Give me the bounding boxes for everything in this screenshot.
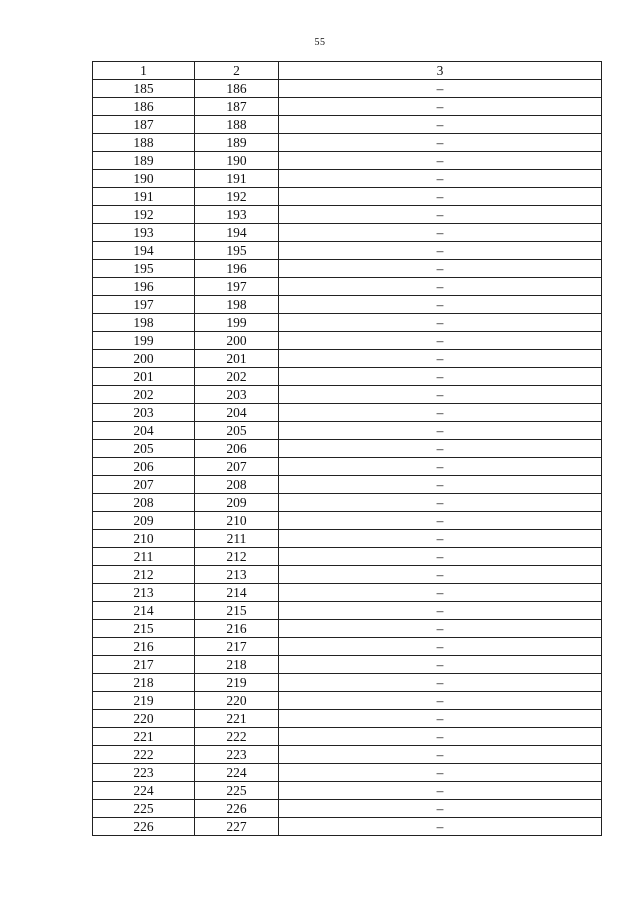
table-row [93,80,602,98]
table-cell-col3: – [279,170,602,188]
table-cell-col1: 226 [93,818,195,836]
table-cell-col2: 201 [195,350,279,368]
table-cell-col1: 197 [93,296,195,314]
table-cell-col3: – [279,224,602,242]
table-cell-col2: 219 [195,674,279,692]
table-cell-col1: 206 [93,458,195,476]
table-row [93,710,602,728]
table-row [93,116,602,134]
table-cell-col1: 199 [93,332,195,350]
table-row [93,530,602,548]
table-row [93,548,602,566]
table-cell-col1: 189 [93,152,195,170]
table-cell-col1: 186 [93,98,195,116]
table-cell-col1: 208 [93,494,195,512]
table-cell-col2: 226 [195,800,279,818]
table-cell-col3: – [279,566,602,584]
table-cell-col2: 192 [195,188,279,206]
table-row [93,764,602,782]
table-cell-col2: 197 [195,278,279,296]
table-row [93,368,602,386]
table-cell-col2: 213 [195,566,279,584]
table-row [93,422,602,440]
table-cell-col2: 193 [195,206,279,224]
table-cell-col3: – [279,278,602,296]
table-cell-col3: – [279,296,602,314]
table-cell-col1: 220 [93,710,195,728]
table-row [93,278,602,296]
table-cell-col1: 190 [93,170,195,188]
table-cell-col3: – [279,602,602,620]
table-row [93,782,602,800]
table-cell-col2: 199 [195,314,279,332]
table-cell-col1: 219 [93,692,195,710]
table-cell-col3: – [279,476,602,494]
table-cell-col1: 221 [93,728,195,746]
table-row [93,584,602,602]
table-cell-col3: – [279,368,602,386]
table-cell-col3: – [279,800,602,818]
table-row [93,800,602,818]
table-row [93,656,602,674]
table-cell-col2: 206 [195,440,279,458]
table-cell-col1: 205 [93,440,195,458]
table-cell-col2: 190 [195,152,279,170]
column-header-1: 1 [93,62,195,80]
table-row [93,440,602,458]
table-cell-col3: – [279,692,602,710]
table-cell-col1: 203 [93,404,195,422]
table-row [93,98,602,116]
table-cell-col1: 213 [93,584,195,602]
table-cell-col3: – [279,818,602,836]
table-cell-col2: 205 [195,422,279,440]
table-cell-col3: – [279,80,602,98]
table-cell-col2: 208 [195,476,279,494]
table-cell-col2: 224 [195,764,279,782]
table-cell-col3: – [279,656,602,674]
table-cell-col1: 187 [93,116,195,134]
table-cell-col2: 212 [195,548,279,566]
table-cell-col1: 224 [93,782,195,800]
table-cell-col2: 207 [195,458,279,476]
table-cell-col1: 215 [93,620,195,638]
table-cell-col2: 198 [195,296,279,314]
table-row [93,566,602,584]
table-cell-col2: 186 [195,80,279,98]
table-cell-col3: – [279,422,602,440]
table-row [93,458,602,476]
table-cell-col2: 221 [195,710,279,728]
table-row [93,332,602,350]
column-header-2: 2 [195,62,279,80]
table-row [93,188,602,206]
table-cell-col2: 196 [195,260,279,278]
table-row [93,296,602,314]
table-row [93,350,602,368]
table-cell-col2: 200 [195,332,279,350]
table-cell-col2: 223 [195,746,279,764]
table-cell-col3: – [279,188,602,206]
table-row [93,206,602,224]
table-cell-col3: – [279,638,602,656]
header-row [93,62,602,80]
table-cell-col1: 198 [93,314,195,332]
table-cell-col1: 185 [93,80,195,98]
table-cell-col3: – [279,782,602,800]
table-cell-col3: – [279,746,602,764]
table-cell-col2: 218 [195,656,279,674]
table-cell-col1: 195 [93,260,195,278]
table-cell-col1: 222 [93,746,195,764]
table-row [93,818,602,836]
table-row [93,746,602,764]
table-cell-col1: 194 [93,242,195,260]
page-number: 55 [314,37,326,48]
table-cell-col3: – [279,98,602,116]
table-cell-col3: – [279,242,602,260]
table-row [93,692,602,710]
table-cell-col2: 204 [195,404,279,422]
table-cell-col2: 191 [195,170,279,188]
table-cell-col3: – [279,350,602,368]
table-cell-col1: 188 [93,134,195,152]
table-cell-col2: 227 [195,818,279,836]
table-cell-col2: 188 [195,116,279,134]
table-row [93,242,602,260]
table-cell-col1: 223 [93,764,195,782]
table-cell-col1: 192 [93,206,195,224]
table-cell-col1: 193 [93,224,195,242]
table-cell-col1: 202 [93,386,195,404]
table-cell-col1: 191 [93,188,195,206]
table-cell-col3: – [279,494,602,512]
table-cell-col1: 216 [93,638,195,656]
table-row [93,404,602,422]
table-cell-col1: 200 [93,350,195,368]
table-cell-col3: – [279,386,602,404]
table-cell-col1: 217 [93,656,195,674]
table-cell-col2: 215 [195,602,279,620]
table-row [93,314,602,332]
table-cell-col1: 214 [93,602,195,620]
table-cell-col3: – [279,710,602,728]
table-cell-col2: 214 [195,584,279,602]
table-cell-col3: – [279,260,602,278]
table-cell-col3: – [279,584,602,602]
table-row [93,476,602,494]
table-cell-col1: 225 [93,800,195,818]
table-cell-col2: 225 [195,782,279,800]
table-cell-col3: – [279,404,602,422]
table-cell-col2: 210 [195,512,279,530]
table-cell-col3: – [279,620,602,638]
table-cell-col2: 211 [195,530,279,548]
table-cell-col3: – [279,728,602,746]
table-cell-col1: 209 [93,512,195,530]
table-cell-col3: – [279,530,602,548]
column-header-3: 3 [279,62,602,80]
table-cell-col2: 209 [195,494,279,512]
table-cell-col1: 201 [93,368,195,386]
table-cell-col2: 202 [195,368,279,386]
table-header [93,62,602,80]
table-cell-col3: – [279,314,602,332]
table-cell-col1: 218 [93,674,195,692]
table-cell-col3: – [279,674,602,692]
table-row [93,152,602,170]
table-cell-col3: – [279,764,602,782]
table-body [93,80,602,836]
table-row [93,260,602,278]
table-row [93,602,602,620]
table-cell-col1: 204 [93,422,195,440]
table-cell-col1: 212 [93,566,195,584]
table-row [93,620,602,638]
table-cell-col2: 194 [195,224,279,242]
table-row [93,512,602,530]
table-row [93,728,602,746]
table-cell-col2: 195 [195,242,279,260]
table-cell-col1: 211 [93,548,195,566]
table-cell-col3: – [279,440,602,458]
table-cell-col3: – [279,512,602,530]
table-cell-col2: 220 [195,692,279,710]
table-cell-col2: 222 [195,728,279,746]
table-cell-col3: – [279,458,602,476]
table-cell-col2: 203 [195,386,279,404]
table-cell-col2: 217 [195,638,279,656]
data-table [92,61,602,836]
table-row [93,386,602,404]
table-cell-col3: – [279,332,602,350]
table-cell-col3: – [279,206,602,224]
table-cell-col3: – [279,134,602,152]
table-cell-col3: – [279,548,602,566]
table-cell-col1: 207 [93,476,195,494]
table-row [93,494,602,512]
table-cell-col2: 187 [195,98,279,116]
table-cell-col3: – [279,116,602,134]
table-row [93,224,602,242]
table-cell-col3: – [279,152,602,170]
table-row [93,170,602,188]
table-row [93,674,602,692]
table-row [93,134,602,152]
table-cell-col1: 196 [93,278,195,296]
table-row [93,638,602,656]
table-cell-col1: 210 [93,530,195,548]
table-cell-col2: 216 [195,620,279,638]
table-cell-col2: 189 [195,134,279,152]
